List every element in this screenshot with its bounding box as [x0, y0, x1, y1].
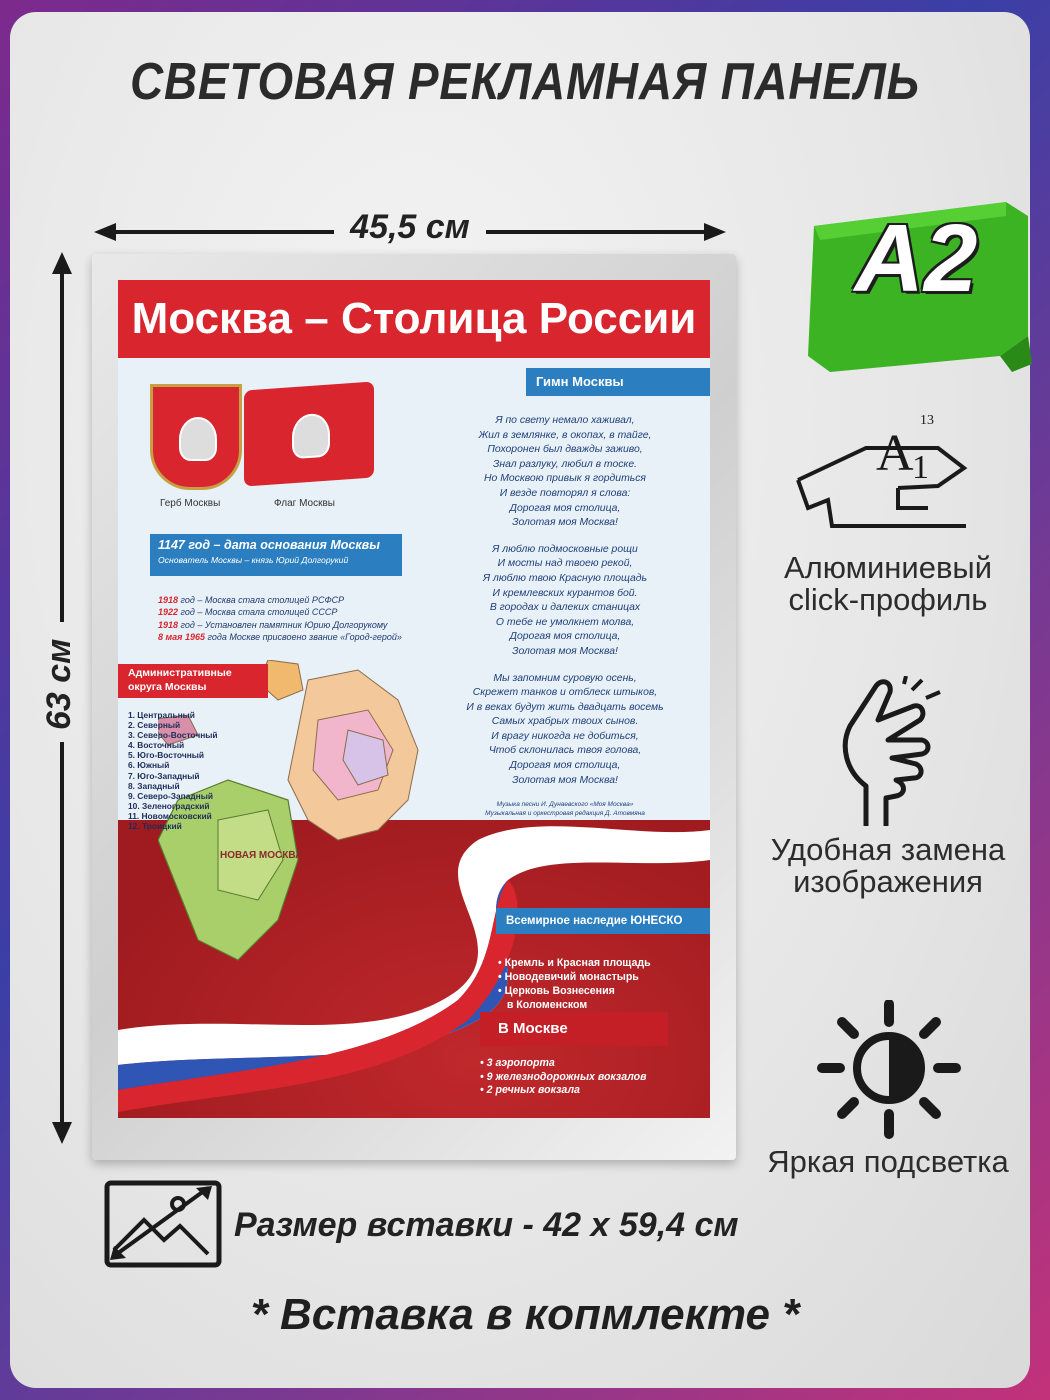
- in-moscow-item: • 3 аэропорта: [480, 1057, 555, 1069]
- width-label: 45,5 см: [350, 208, 470, 246]
- founding-box: [150, 534, 402, 576]
- aluminum-profile-icon: [788, 408, 978, 538]
- svg-text:1: 1: [912, 449, 929, 486]
- height-label: 63 см: [40, 638, 78, 730]
- in-moscow-list: [480, 1057, 700, 1098]
- district-item: 6. Южный: [128, 760, 170, 771]
- anthem-credits: Музыка песни И. Дунаевского «Моя Москва» Музыкальная и оркестровая редакция Д. Атовмяна: [485, 801, 645, 818]
- anthem-stanza: Я по свету немало хаживал, Жил в землянке, в окопах, в тайге, Похоронен был дважды заживо, Знал разлуку, любил в тоске. Но Москвою привык я гордиться И везде повторял я слова: Дорогая моя столица, Золотая моя Москва!: [478, 415, 652, 529]
- district-item: 7. Юго-Западный: [128, 770, 200, 781]
- founding-sub: Основатель Москвы – князь Юрий Долгорукий: [158, 555, 349, 565]
- unesco-item: в Коломенском: [498, 999, 588, 1011]
- districts-list: [128, 710, 218, 831]
- unesco-item: • Кремль и Красная площадь: [498, 957, 651, 969]
- in-moscow-item: • 2 речных вокзала: [480, 1084, 580, 1097]
- district-item: 8. Западный: [128, 780, 180, 791]
- district-item: 2. Северный: [128, 720, 181, 731]
- feature-label-light: Яркая подсветка: [767, 1144, 1009, 1179]
- format-label: A2: [854, 205, 978, 312]
- dates-list: [158, 594, 458, 644]
- date-item: 1918 год – Установлен памятник Юрию Долгорукому: [158, 619, 388, 630]
- anthem-text: [430, 414, 700, 818]
- image-resize-icon: [104, 1180, 222, 1268]
- map-label: НОВАЯ МОСКВА: [220, 850, 303, 861]
- district-item: 4. Восточный: [128, 740, 185, 751]
- insert-size-label: Размер вставки - 42 х 59,4 см: [234, 1206, 739, 1244]
- district-item: 9. Северо-Западный: [128, 790, 214, 801]
- poster-title: Москва – Столица России: [118, 280, 710, 358]
- poster: [118, 280, 710, 1118]
- date-item: 1922 год – Москва стала столицей СССР: [158, 607, 338, 618]
- brightness-icon: [814, 1000, 964, 1140]
- in-moscow-item: • 9 железнодорожных вокзалов: [480, 1070, 647, 1083]
- district-item: 11. Новомосковский: [128, 810, 212, 821]
- unesco-list: [498, 956, 710, 1012]
- district-item: 10. Зеленоградский: [128, 800, 210, 811]
- district-item: 3. Северо-Восточный: [128, 730, 218, 741]
- svg-text:A: A: [876, 425, 914, 482]
- date-item: 8 мая 1965 года Москве присвоено звание «Город-герой»: [158, 632, 402, 643]
- unesco-title: Всемирное наследие ЮНЕСКО: [496, 908, 710, 934]
- page-heading: СВЕТОВАЯ РЕКЛАМНАЯ ПАНЕЛЬ: [130, 53, 920, 111]
- svg-text:13: 13: [920, 413, 934, 428]
- district-item: 1. Центральный: [128, 710, 195, 720]
- founding-title: 1147 год – дата основания Москвы: [158, 538, 380, 552]
- district-item: 5. Юго-Восточный: [128, 750, 205, 761]
- districts-title: Административные округа Москвы: [118, 664, 268, 698]
- footer-note: * Вставка в копмлекте *: [250, 1290, 800, 1339]
- feature-label-profile: Алюминиевый click-профиль: [783, 550, 993, 617]
- in-moscow-title: В Москве: [480, 1012, 668, 1046]
- date-item: 1918 год – Москва стала столицей РСФСР: [158, 595, 345, 605]
- district-item: 12. Троицкий: [128, 821, 182, 832]
- anthem-stanza: Мы запомним суровую осень, Скрежет танков и отблеск штыков, И в веках будут жить двадцать восемь Самых храбрых твоих сынов. И врагу никогда не добиться, Чтоб склонилась твоя голова, Дорогая моя столица, Золотая моя Москва!: [466, 672, 664, 786]
- flag-image: [244, 381, 374, 486]
- coat-caption: Герб Москвы: [160, 498, 221, 509]
- unesco-item: • Церковь Вознесения: [498, 985, 615, 997]
- coat-of-arms-image: [150, 384, 242, 490]
- flag-caption: Флаг Москвы: [274, 498, 335, 509]
- anthem-stanza: Я люблю подмосковные рощи И мосты над твоею рекой, Я люблю твою Красную площадь И кремлевских курантов бой. В городах и далеких станицах О тебе не умолкнет молва, Дорогая моя столица, Золотая моя Москва!: [483, 543, 647, 657]
- finger-snap-icon: [826, 676, 946, 826]
- anthem-title: Гимн Москвы: [526, 368, 710, 396]
- insert-size-row: [100, 1180, 1000, 1270]
- unesco-item: • Новодевичий монастырь: [498, 971, 639, 983]
- feature-label-replace: Удобная замена изображения: [770, 832, 1006, 899]
